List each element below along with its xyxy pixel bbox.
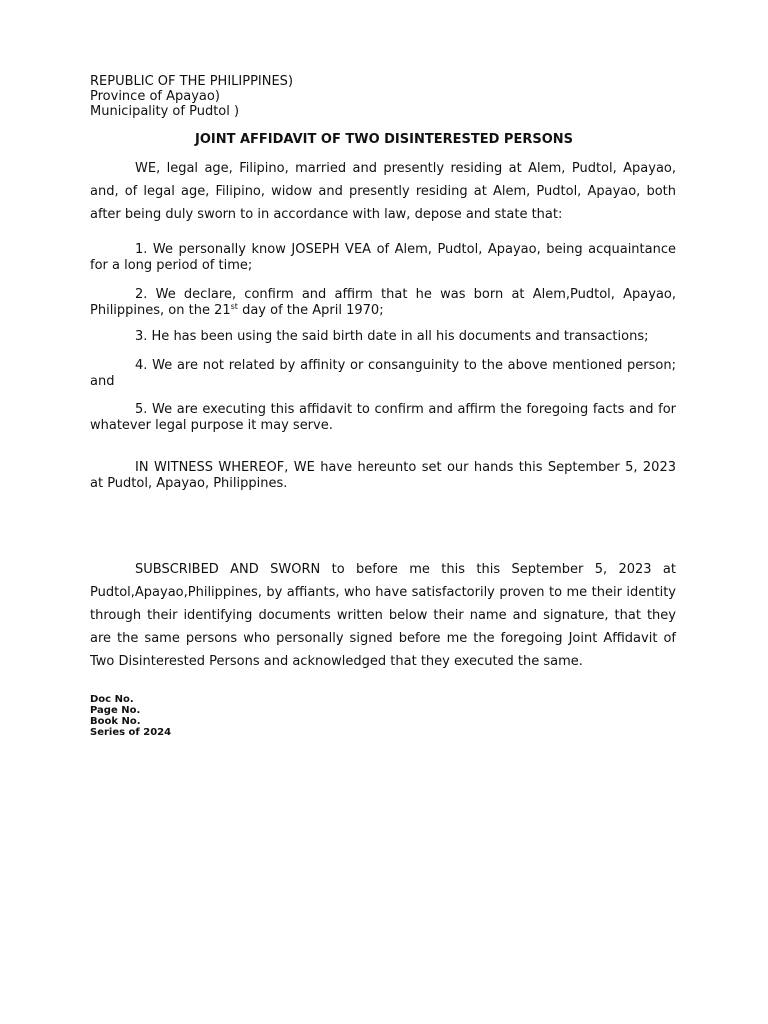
- statement-item-3: 3. He has been using the said birth date in all his documents and transactions;: [135, 329, 649, 344]
- page-number-label: Page No.: [90, 705, 141, 716]
- ordinal-suffix: st: [230, 302, 238, 311]
- statement-item-2-text: 2. We declare, confirm and affirm that he was born at Alem,Pudtol, Apayao, Philippines, on the 21: [90, 287, 676, 318]
- statement-item-1: 1. We personally know JOSEPH VEA of Alem, Pudtol, Apayao, being acquaintance for a long period of time;: [90, 242, 676, 273]
- venue-line-republic: REPUBLIC OF THE PHILIPPINES): [90, 74, 294, 89]
- notarial-register: [90, 694, 676, 738]
- venue-header: [90, 74, 676, 119]
- statement-item-2-text-end: day of the April 1970;: [237, 303, 384, 318]
- statement-item-5: 5. We are executing this affidavit to confirm and affirm the foregoing facts and for whatever legal purpose it may serve.: [90, 402, 676, 433]
- intro-paragraph: WE, legal age, Filipino, married and presently residing at Alem, Pudtol, Apayao, and, of legal age, Filipino, widow and presently residing at Alem, Pudtol, Apayao, both after being duly sworn to in accordance with law, depose and state that:: [90, 161, 676, 222]
- statement-item-4: 4. We are not related by affinity or consanguinity to the above mentioned person; and: [90, 358, 676, 389]
- statement-item-2: [90, 287, 676, 319]
- venue-line-municipality: Municipality of Pudtol ): [90, 104, 240, 119]
- jurat-paragraph: SUBSCRIBED AND SWORN to before me this this September 5, 2023 at Pudtol,Apayao,Philippines, by affiants, who have satisfactorily proven to me their identity through their identifying documents written below their name and signature, that they are the same persons who personally signed before me the foregoing Joint Affidavit of Two Disinterested Persons and acknowledged that they executed the same.: [90, 562, 676, 669]
- venue-line-province: Province of Apayao): [90, 89, 220, 104]
- document-title: JOINT AFFIDAVIT OF TWO DISINTERESTED PERSONS: [194, 132, 573, 147]
- doc-number-label: Doc No.: [90, 694, 134, 705]
- book-number-label: Book No.: [90, 716, 141, 727]
- witness-paragraph: IN WITNESS WHEREOF, WE have hereunto set our hands this September 5, 2023 at Pudtol, Apayao, Philippines.: [90, 460, 676, 491]
- series-label: Series of 2024: [90, 727, 172, 738]
